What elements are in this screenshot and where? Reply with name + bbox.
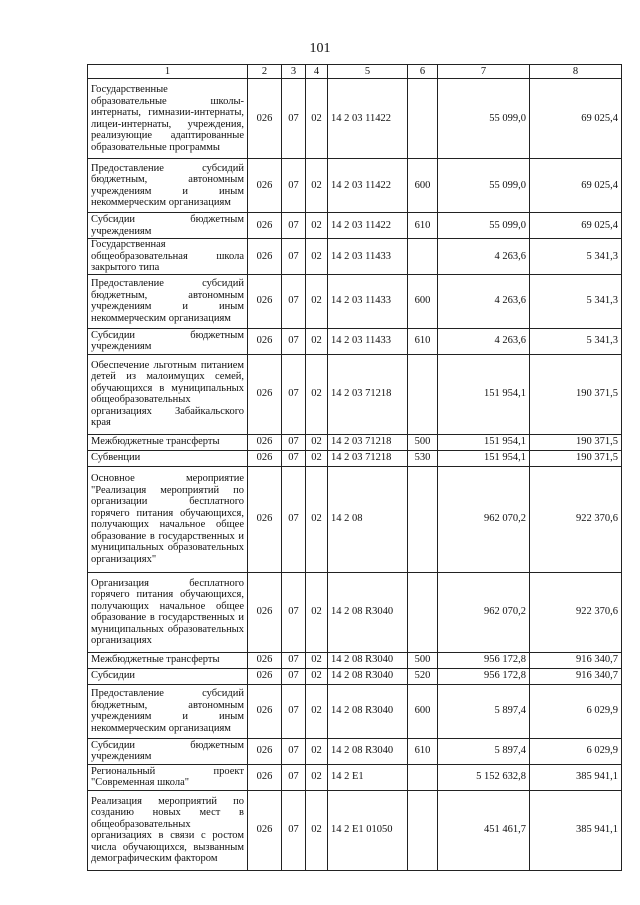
row-amount-2: 6 029,9 (530, 738, 622, 764)
row-subsection: 02 (306, 79, 328, 159)
row-subsection: 02 (306, 790, 328, 870)
row-section: 07 (282, 764, 306, 790)
row-expense-type (408, 354, 438, 434)
row-name: Основное мероприятие "Реализация мероприятий по организации бесплатного горячего питания обучающихся, получающих начальное общее образование в государственных и муниципальных образовательных организациях" (88, 466, 248, 572)
row-subsection: 02 (306, 354, 328, 434)
header-col-2: 2 (248, 65, 282, 79)
row-section: 07 (282, 434, 306, 450)
row-amount-1: 956 172,8 (438, 652, 530, 668)
row-ved-code: 026 (248, 450, 282, 466)
row-subsection: 02 (306, 434, 328, 450)
row-expense-type: 600 (408, 159, 438, 213)
row-name: Предоставление субсидий бюджетным, автономным учреждениям и иным некоммерческим организациям (88, 274, 248, 328)
row-expense-type (408, 79, 438, 159)
row-section: 07 (282, 790, 306, 870)
row-subsection: 02 (306, 274, 328, 328)
table-body (88, 79, 622, 871)
row-amount-2: 5 341,3 (530, 274, 622, 328)
row-expense-type (408, 466, 438, 572)
row-expense-type (408, 239, 438, 275)
row-ved-code: 026 (248, 572, 282, 652)
row-name: Предоставление субсидий бюджетным, автономным учреждениям и иным некоммерческим организациям (88, 159, 248, 213)
row-amount-1: 55 099,0 (438, 159, 530, 213)
row-section: 07 (282, 572, 306, 652)
row-ved-code: 026 (248, 354, 282, 434)
row-section: 07 (282, 213, 306, 239)
table-row (88, 738, 622, 764)
row-amount-2: 6 029,9 (530, 684, 622, 738)
row-expense-type (408, 790, 438, 870)
row-amount-2: 190 371,5 (530, 354, 622, 434)
row-name: Межбюджетные трансферты (88, 652, 248, 668)
row-amount-1: 956 172,8 (438, 668, 530, 684)
table-header-row (88, 65, 622, 79)
row-subsection: 02 (306, 652, 328, 668)
row-name: Субвенции (88, 450, 248, 466)
row-amount-1: 5 152 632,8 (438, 764, 530, 790)
row-subsection: 02 (306, 466, 328, 572)
row-expense-type: 610 (408, 328, 438, 354)
row-amount-1: 962 070,2 (438, 572, 530, 652)
row-ved-code: 026 (248, 213, 282, 239)
row-section: 07 (282, 79, 306, 159)
table-row (88, 213, 622, 239)
row-target-article: 14 2 03 71218 (328, 450, 408, 466)
row-target-article: 14 2 03 11422 (328, 159, 408, 213)
row-name: Государственные образовательные школы-интернаты, гимназии-интернаты, лицеи-интернаты, учреждения, реализующие адаптированные образовательные программы (88, 79, 248, 159)
row-name: Предоставление субсидий бюджетным, автономным учреждениям и иным некоммерческим организациям (88, 684, 248, 738)
row-subsection: 02 (306, 668, 328, 684)
row-section: 07 (282, 354, 306, 434)
row-amount-2: 385 941,1 (530, 764, 622, 790)
row-section: 07 (282, 274, 306, 328)
row-subsection: 02 (306, 328, 328, 354)
header-col-3: 3 (282, 65, 306, 79)
row-subsection: 02 (306, 159, 328, 213)
row-ved-code: 026 (248, 239, 282, 275)
row-amount-2: 385 941,1 (530, 790, 622, 870)
row-name: Субсидии бюджетным учреждениям (88, 213, 248, 239)
page-number: 101 (309, 41, 331, 56)
row-target-article: 14 2 03 11422 (328, 213, 408, 239)
row-amount-2: 916 340,7 (530, 652, 622, 668)
row-name: Реализация мероприятий по созданию новых мест в общеобразовательных организациях в связи с ростом числа обучающихся, вызванным демографическим фактором (88, 790, 248, 870)
row-section: 07 (282, 466, 306, 572)
row-target-article: 14 2 08 R3040 (328, 684, 408, 738)
row-amount-1: 451 461,7 (438, 790, 530, 870)
row-expense-type (408, 572, 438, 652)
row-section: 07 (282, 159, 306, 213)
row-ved-code: 026 (248, 79, 282, 159)
row-expense-type: 600 (408, 274, 438, 328)
header-col-4: 4 (306, 65, 328, 79)
row-expense-type (408, 764, 438, 790)
table-row (88, 274, 622, 328)
row-target-article: 14 2 03 11422 (328, 79, 408, 159)
row-name: Межбюджетные трансферты (88, 434, 248, 450)
row-expense-type: 530 (408, 450, 438, 466)
table-row (88, 764, 622, 790)
table-row (88, 668, 622, 684)
row-name: Организация бесплатного горячего питания обучающихся, получающих начальное общее образование в государственных и муниципальных образовательных организациях (88, 572, 248, 652)
row-amount-1: 151 954,1 (438, 450, 530, 466)
table-row (88, 572, 622, 652)
row-amount-2: 190 371,5 (530, 450, 622, 466)
table-row (88, 434, 622, 450)
row-ved-code: 026 (248, 328, 282, 354)
budget-table (87, 64, 622, 871)
row-expense-type: 500 (408, 652, 438, 668)
row-ved-code: 026 (248, 764, 282, 790)
header-col-7: 7 (438, 65, 530, 79)
header-col-1: 1 (88, 65, 248, 79)
row-amount-1: 4 263,6 (438, 239, 530, 275)
row-amount-2: 190 371,5 (530, 434, 622, 450)
row-amount-1: 55 099,0 (438, 79, 530, 159)
row-name: Региональный проект "Современная школа" (88, 764, 248, 790)
row-target-article: 14 2 08 R3040 (328, 652, 408, 668)
row-subsection: 02 (306, 738, 328, 764)
row-amount-1: 5 897,4 (438, 738, 530, 764)
row-section: 07 (282, 239, 306, 275)
row-target-article: 14 2 03 71218 (328, 434, 408, 450)
row-name: Субсидии бюджетным учреждениям (88, 328, 248, 354)
row-target-article: 14 2 08 (328, 466, 408, 572)
row-name: Обеспечение льготным питанием детей из малоимущих семей, обучающихся в муниципальных общеобразовательных организациях Забайкальского края (88, 354, 248, 434)
row-ved-code: 026 (248, 738, 282, 764)
row-section: 07 (282, 668, 306, 684)
row-target-article: 14 2 03 11433 (328, 239, 408, 275)
table-row (88, 790, 622, 870)
row-amount-2: 922 370,6 (530, 572, 622, 652)
row-amount-1: 151 954,1 (438, 354, 530, 434)
header-col-6: 6 (408, 65, 438, 79)
row-section: 07 (282, 738, 306, 764)
row-amount-1: 962 070,2 (438, 466, 530, 572)
row-target-article: 14 2 08 R3040 (328, 572, 408, 652)
row-ved-code: 026 (248, 652, 282, 668)
row-subsection: 02 (306, 239, 328, 275)
row-section: 07 (282, 652, 306, 668)
row-ved-code: 026 (248, 668, 282, 684)
row-amount-1: 5 897,4 (438, 684, 530, 738)
row-target-article: 14 2 08 R3040 (328, 738, 408, 764)
row-amount-2: 69 025,4 (530, 213, 622, 239)
row-section: 07 (282, 328, 306, 354)
row-section: 07 (282, 450, 306, 466)
row-expense-type: 610 (408, 738, 438, 764)
row-amount-2: 922 370,6 (530, 466, 622, 572)
row-expense-type: 500 (408, 434, 438, 450)
row-name: Субсидии (88, 668, 248, 684)
table-row (88, 79, 622, 159)
row-expense-type: 600 (408, 684, 438, 738)
row-amount-2: 69 025,4 (530, 79, 622, 159)
row-amount-1: 4 263,6 (438, 274, 530, 328)
row-target-article: 14 2 08 R3040 (328, 668, 408, 684)
table-row (88, 159, 622, 213)
row-subsection: 02 (306, 213, 328, 239)
header-col-8: 8 (530, 65, 622, 79)
table-row (88, 239, 622, 275)
row-ved-code: 026 (248, 790, 282, 870)
row-ved-code: 026 (248, 159, 282, 213)
table-row (88, 450, 622, 466)
table-row (88, 466, 622, 572)
table-row (88, 354, 622, 434)
row-target-article: 14 2 03 71218 (328, 354, 408, 434)
row-amount-2: 69 025,4 (530, 159, 622, 213)
row-expense-type: 520 (408, 668, 438, 684)
row-target-article: 14 2 03 11433 (328, 328, 408, 354)
row-amount-1: 151 954,1 (438, 434, 530, 450)
row-amount-2: 916 340,7 (530, 668, 622, 684)
row-target-article: 14 2 E1 01050 (328, 790, 408, 870)
row-subsection: 02 (306, 572, 328, 652)
row-ved-code: 026 (248, 434, 282, 450)
row-section: 07 (282, 684, 306, 738)
row-name: Субсидии бюджетным учреждениям (88, 738, 248, 764)
row-amount-1: 55 099,0 (438, 213, 530, 239)
row-subsection: 02 (306, 450, 328, 466)
table-row (88, 684, 622, 738)
table-row (88, 652, 622, 668)
row-amount-1: 4 263,6 (438, 328, 530, 354)
header-col-5: 5 (328, 65, 408, 79)
row-ved-code: 026 (248, 684, 282, 738)
row-target-article: 14 2 E1 (328, 764, 408, 790)
table-row (88, 328, 622, 354)
row-subsection: 02 (306, 684, 328, 738)
row-name: Государственная общеобразовательная школа закрытого типа (88, 239, 248, 275)
row-target-article: 14 2 03 11433 (328, 274, 408, 328)
row-amount-2: 5 341,3 (530, 239, 622, 275)
row-amount-2: 5 341,3 (530, 328, 622, 354)
row-ved-code: 026 (248, 466, 282, 572)
row-ved-code: 026 (248, 274, 282, 328)
row-subsection: 02 (306, 764, 328, 790)
row-expense-type: 610 (408, 213, 438, 239)
